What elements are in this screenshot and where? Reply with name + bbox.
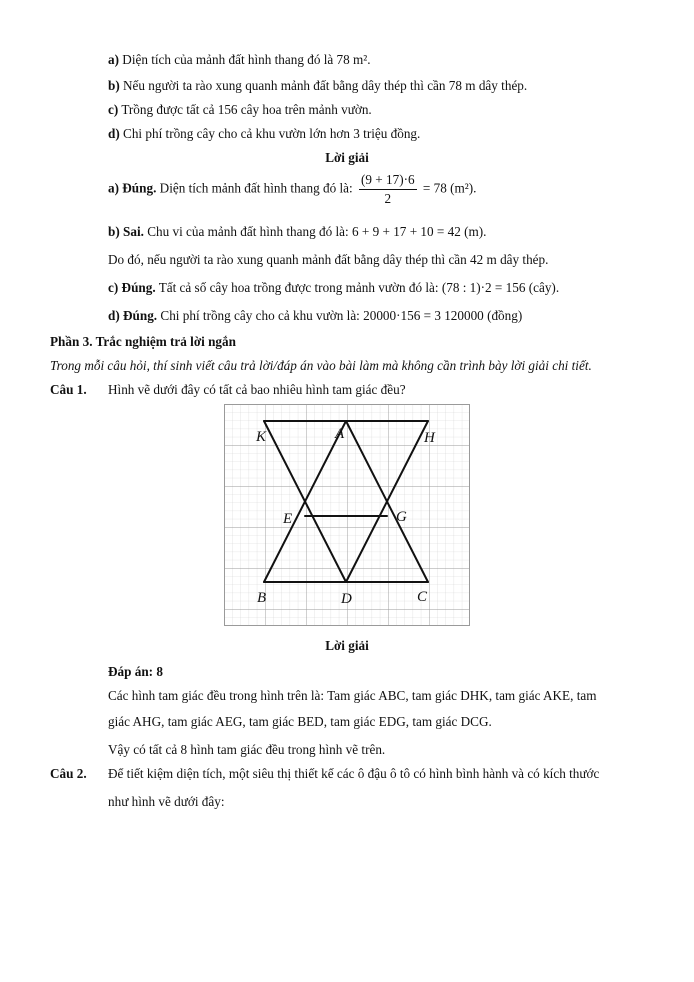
statement-c (108, 102, 372, 118)
solution-c (108, 280, 559, 296)
question-2-text-2: như hình vẽ dưới đây: (108, 794, 225, 809)
solution-d-text: Chi phí trồng cây cho cả khu vườn là: (160, 308, 360, 323)
part3-title-text: Phần 3. Trắc nghiệm trả lời ngắn (50, 334, 236, 349)
q1-answer (108, 664, 163, 680)
statement-b-text: Nếu người ta rào xung quanh mảnh đất bằng dây thép thì cần 78 m dây thép. (123, 78, 528, 93)
solution-heading-text: Lời giải (325, 150, 369, 165)
solution-a-fraction (359, 172, 417, 207)
label-E: E (283, 511, 293, 527)
label-H: H (424, 430, 435, 446)
solution-a-label: a) Đúng. (108, 180, 157, 196)
statement-a (108, 52, 371, 68)
solution-b-note: Do đó, nếu người ta rào xung quanh mảnh đất bằng dây thép thì cần 42 m dây thép. (108, 252, 549, 267)
statement-d-text: Chi phí trồng cây cho cả khu vườn lớn hơn 3 triệu đồng. (123, 126, 421, 141)
label-G: G (396, 509, 407, 525)
question-2-text-1: Để tiết kiệm diện tích, một siêu thị thiết kế các ô đậu ô tô có hình bình hành và có kích thước (108, 766, 600, 781)
label-B: B (257, 590, 267, 606)
question-2 (50, 766, 599, 782)
solution-a-numerator: (9 + 17)·6 (359, 172, 417, 190)
label-D: D (341, 591, 352, 607)
part3-instruction: Trong mỗi câu hỏi, thí sinh viết câu trả lời/đáp án vào bài làm mà không cần trình bày lời giải chi tiết. (50, 358, 592, 373)
label-C: C (417, 589, 428, 605)
solution-b-math: 6 + 9 + 17 + 10 = 42 (m). (351, 224, 487, 239)
q1-solution-heading (0, 638, 694, 654)
label-K: K (256, 429, 267, 445)
solution-b (108, 224, 486, 240)
statement-b (108, 78, 527, 94)
triangle-figure (224, 404, 470, 626)
statement-b-label: b) (108, 78, 120, 93)
q1-explain-2: giác AHG, tam giác AEG, tam giác BED, tam giác EDG, tam giác DCG. (108, 714, 492, 729)
statement-c-label: c) (108, 102, 119, 117)
question-2-number: Câu 2. (50, 766, 87, 781)
statement-d-label: d) (108, 126, 120, 141)
solution-b-text: Chu vi của mảnh đất hình thang đó là: (147, 224, 349, 239)
solution-b-label: b) Sai. (108, 224, 144, 239)
q1-conclusion: Vậy có tất cả 8 hình tam giác đều trong hình vẽ trên. (108, 742, 386, 757)
statement-d (108, 126, 420, 142)
solution-a-denominator: 2 (384, 191, 392, 206)
statement-a-value: 78 m². (336, 52, 371, 67)
solution-heading (0, 150, 694, 166)
solution-d-math: 20000·156 = 3 120000 (đồng) (363, 308, 523, 323)
q1-explain-1: Các hình tam giác đều trong hình trên là: Tam giác ABC, tam giác DHK, tam giác AKE, tam (108, 688, 597, 703)
part3-title (50, 334, 236, 350)
question-1 (50, 382, 406, 398)
solution-a (108, 172, 476, 207)
solution-d-label: d) Đúng. (108, 308, 158, 323)
solution-c-label: c) Đúng. (108, 280, 156, 295)
q1-solution-heading-text: Lời giải (325, 638, 369, 653)
statement-a-label: a) (108, 52, 119, 67)
solution-c-text: Tất cả số cây hoa trồng được trong mảnh vườn đó là: (158, 280, 439, 295)
q1-answer-text: Đáp án: 8 (108, 664, 163, 679)
solution-c-math: (78 : 1)·2 = 156 (cây). (441, 280, 560, 295)
solution-a-result: = 78 (m²). (422, 180, 477, 196)
triangle-figure-svg (224, 404, 470, 626)
question-1-number: Câu 1. (50, 382, 87, 397)
statement-a-text: Diện tích của mảnh đất hình thang đó là (122, 52, 334, 67)
question-1-text: Hình vẽ dưới đây có tất cả bao nhiêu hình tam giác đều? (108, 382, 406, 397)
solution-d (108, 308, 522, 324)
solution-a-text: Diện tích mảnh đất hình thang đó là: (159, 180, 353, 196)
statement-c-text: Trồng được tất cả 156 cây hoa trên mảnh vườn. (121, 102, 372, 117)
label-A: A (335, 426, 345, 442)
